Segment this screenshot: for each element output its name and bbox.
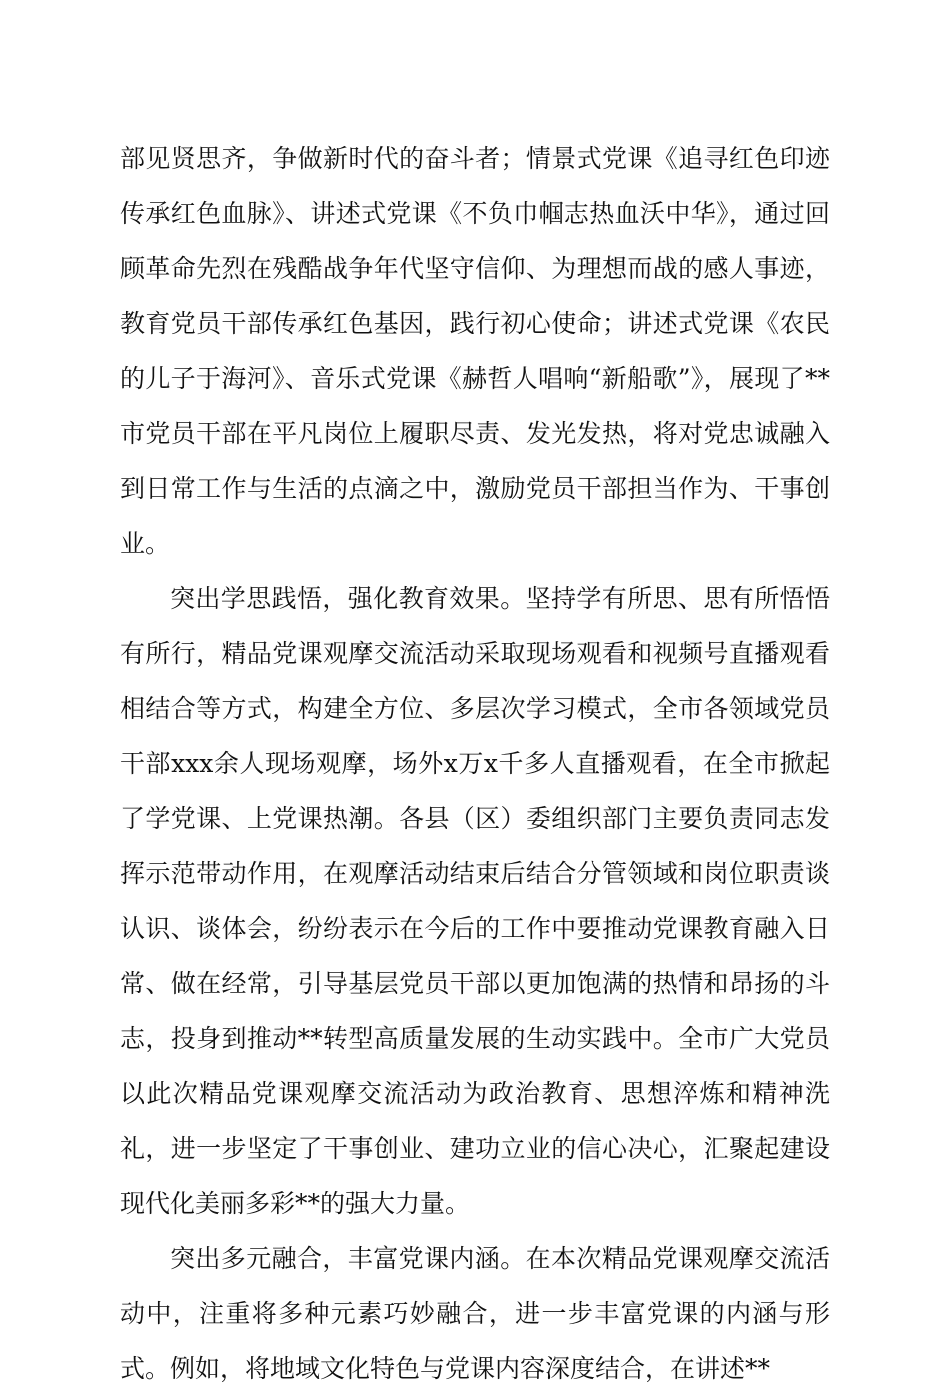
document-body	[120, 131, 830, 1396]
paragraph-study-reflection: 突出学思践悟，强化教育效果。坚持学有所思、思有所悟悟有所行，精品党课观摩交流活动采取现场观看和视频号直播观看相结合等方式，构建全方位、多层次学习模式，全市各领域党员干部xxx余人现场观摩，场外x万x千多人直播观看，在全市掀起了学党课、上党课热潮。各县（区）委组织部门主要负责同志发挥示范带动作用，在观摩活动结束后结合分管领域和岗位职责谈认识、谈体会，纷纷表示在今后的工作中要推动党课教育融入日常、做在经常，引导基层党员干部以更加饱满的热情和昂扬的斗志，投身到推动**转型高质量发展的生动实践中。全市广大党员以此次精品党课观摩交流活动为政治教育、思想淬炼和精神洗礼，进一步坚定了干事创业、建功立业的信心决心，汇聚起建设现代化美丽多彩**的强大力量。	[120, 584, 830, 1218]
paragraph-continuation: 部见贤思齐，争做新时代的奋斗者；情景式党课《追寻红色印迹传承红色血脉》、讲述式党课《不负巾帼志热血沃中华》，通过回顾革命先烈在残酷战争年代坚守信仰、为理想而战的感人事迹，教育党员干部传承红色基因，践行初心使命；讲述式党课《农民的儿子于海河》、音乐式党课《赫哲人唱响“新船歌”》，展现了**市党员干部在平凡岗位上履职尽责、发光发热，将对党忠诚融入到日常工作与生活的点滴之中，激励党员干部担当作为、干事创业。	[120, 144, 830, 558]
paragraph-multi-integration: 突出多元融合，丰富党课内涵。在本次精品党课观摩交流活动中，注重将多种元素巧妙融合，进一步丰富党课的内涵与形式。例如，将地域文化特色与党课内容深度结合，在讲述**	[120, 1244, 830, 1383]
